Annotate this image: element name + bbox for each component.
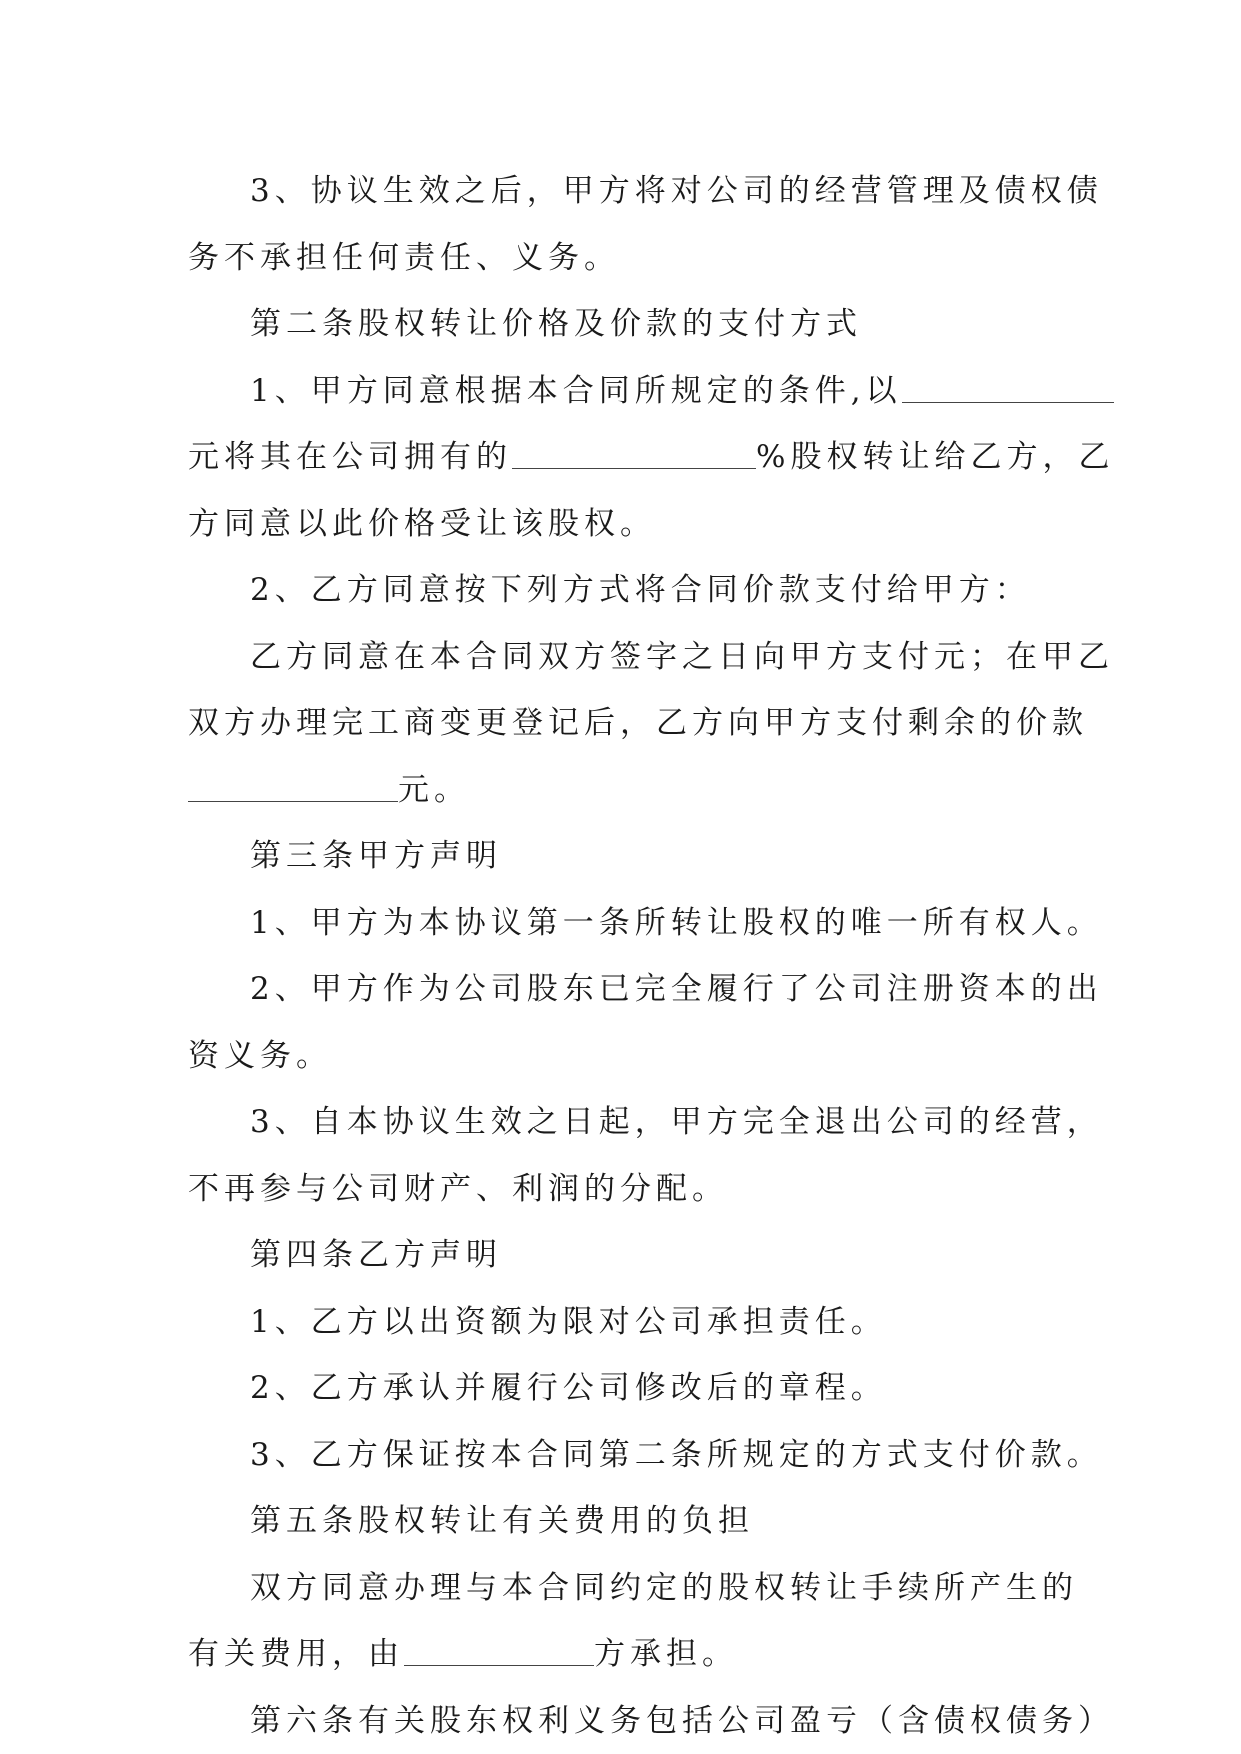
paragraph-line: 方同意以此价格受让该股权。 <box>188 505 656 542</box>
paragraph-line: 务不承担任何责任、义务。 <box>188 239 620 276</box>
paragraph-line: 2、乙方同意按下列方式将合同价款支付给甲方： <box>250 572 1031 608</box>
paragraph-line: 1、甲方同意根据本合同所规定的条件,以 <box>188 358 1048 425</box>
section-heading: 第五条股权转让有关费用的负担 <box>250 1503 754 1539</box>
paragraph-line: 3、自本协议生效之日起，甲方完全退出公司的经营， <box>250 1104 1103 1140</box>
paragraph-line: 双方同意办理与本合同约定的股权转让手续所产生的 <box>250 1569 1078 1606</box>
paragraph-line: 资义务。 <box>188 1037 332 1074</box>
paragraph-line: 1、乙方以出资额为限对公司承担责任。 <box>250 1303 887 1340</box>
paragraph-line: 2、甲方作为公司股东已完全履行了公司注册资本的出 <box>250 971 1103 1007</box>
document-body <box>188 158 1115 1754</box>
paragraph-line: 3、协议生效之后，甲方将对公司的经营管理及债权债 <box>250 173 1103 209</box>
fill-in-blank <box>188 765 398 802</box>
fill-in-blank <box>512 432 756 469</box>
fill-in-blank <box>404 1629 594 1666</box>
fill-in-blank <box>902 366 1114 403</box>
section-heading: 第二条股权转让价格及价款的支付方式 <box>250 306 862 342</box>
paragraph-line: 3、乙方保证按本合同第二条所规定的方式支付价款。 <box>250 1436 1103 1473</box>
paragraph-line: 不再参与公司财产、利润的分配。 <box>188 1170 728 1207</box>
section-heading: 第六条有关股东权利义务包括公司盈亏（含债权债务） <box>250 1702 1114 1739</box>
section-heading: 第四条乙方声明 <box>250 1237 502 1273</box>
paragraph-line: 乙方同意在本合同双方签字之日向甲方支付元；在甲乙 <box>250 638 1114 675</box>
paragraph-line: 1、甲方为本协议第一条所转让股权的唯一所有权人。 <box>250 904 1103 941</box>
paragraph-line: 2、乙方承认并履行公司修改后的章程。 <box>250 1370 887 1406</box>
paragraph-line: 元。 <box>188 757 1048 824</box>
paragraph-line: 元将其在公司拥有的 %股权转让给乙方，乙 <box>188 424 1048 491</box>
section-heading: 第三条甲方声明 <box>250 838 502 874</box>
paragraph-line: 双方办理完工商变更登记后，乙方向甲方支付剩余的价款 <box>188 705 1088 741</box>
paragraph-line: 有关费用，由 方承担。 <box>188 1621 1048 1688</box>
